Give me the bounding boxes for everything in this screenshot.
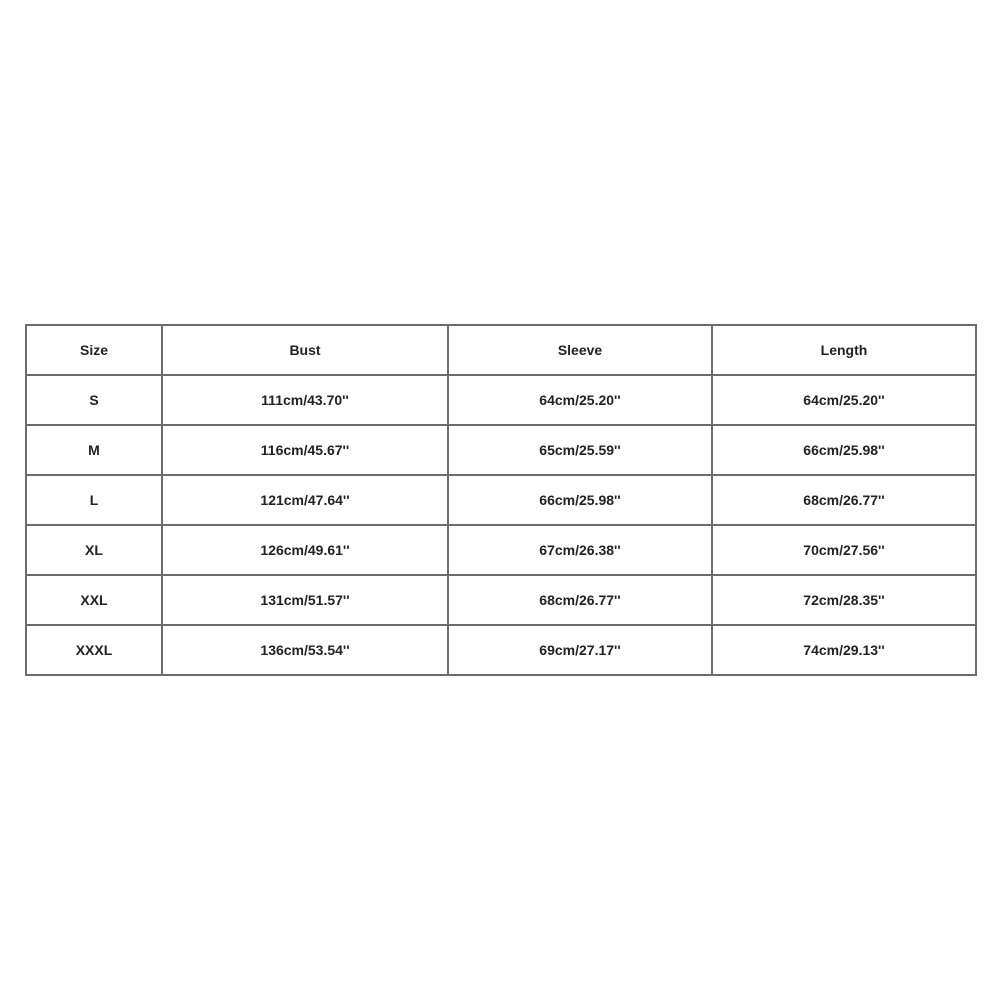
cell-size: XL <box>26 525 162 575</box>
header-bust: Bust <box>162 325 448 375</box>
cell-size: XXXL <box>26 625 162 675</box>
cell-bust: 111cm/43.70'' <box>162 375 448 425</box>
header-sleeve: Sleeve <box>448 325 712 375</box>
cell-sleeve: 69cm/27.17'' <box>448 625 712 675</box>
cell-sleeve: 65cm/25.59'' <box>448 425 712 475</box>
table-row <box>26 625 976 675</box>
table-row <box>26 375 976 425</box>
size-chart-table <box>25 324 977 676</box>
cell-length: 72cm/28.35'' <box>712 575 976 625</box>
cell-size: L <box>26 475 162 525</box>
table-row <box>26 525 976 575</box>
table-row <box>26 425 976 475</box>
cell-bust: 116cm/45.67'' <box>162 425 448 475</box>
cell-bust: 136cm/53.54'' <box>162 625 448 675</box>
header-length: Length <box>712 325 976 375</box>
cell-size: XXL <box>26 575 162 625</box>
cell-sleeve: 64cm/25.20'' <box>448 375 712 425</box>
cell-length: 68cm/26.77'' <box>712 475 976 525</box>
cell-length: 74cm/29.13'' <box>712 625 976 675</box>
header-row <box>26 325 976 375</box>
cell-sleeve: 68cm/26.77'' <box>448 575 712 625</box>
table-row <box>26 475 976 525</box>
cell-length: 66cm/25.98'' <box>712 425 976 475</box>
cell-bust: 121cm/47.64'' <box>162 475 448 525</box>
cell-length: 64cm/25.20'' <box>712 375 976 425</box>
table-row <box>26 575 976 625</box>
cell-bust: 126cm/49.61'' <box>162 525 448 575</box>
cell-length: 70cm/27.56'' <box>712 525 976 575</box>
cell-size: S <box>26 375 162 425</box>
cell-size: M <box>26 425 162 475</box>
cell-sleeve: 67cm/26.38'' <box>448 525 712 575</box>
header-size: Size <box>26 325 162 375</box>
cell-sleeve: 66cm/25.98'' <box>448 475 712 525</box>
cell-bust: 131cm/51.57'' <box>162 575 448 625</box>
